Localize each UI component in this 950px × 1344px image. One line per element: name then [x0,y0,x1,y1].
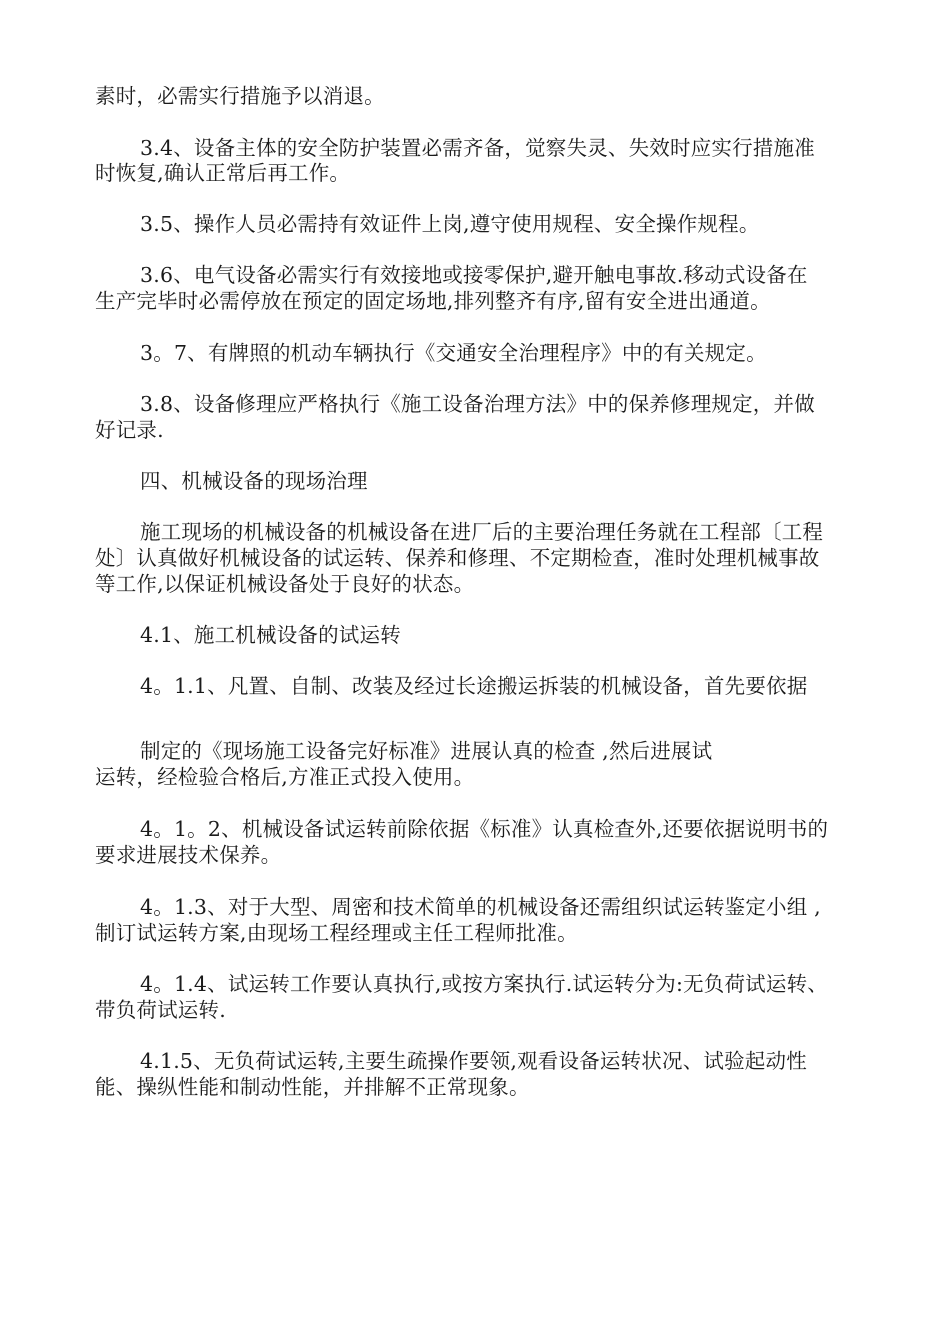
text-line: 能、操纵性能和制动性能，并排解不正常现象。 [95,1075,530,1099]
text-line: 要求进展技术保养。 [95,843,282,867]
text-line: 素时，必需实行措施予以消退。 [95,84,385,108]
text-line: 处〕认真做好机械设备的试运转、保养和修理、不定期检查，准时处理机械事故 [95,546,820,570]
text-line: 3.5、操作人员必需持有效证件上岗,遵守使用规程、安全操作规程。 [140,212,760,236]
text-line: 4。1。2、机械设备试运转前除依据《标准》认真检查外,还要依据说明书的 [140,817,829,841]
text-line: 施工现场的机械设备的机械设备在进厂后的主要治理任务就在工程部〔工程 [140,520,824,544]
text-line: 3。7、有牌照的机动车辆执行《交通安全治理程序》中的有关规定。 [140,341,767,365]
text-line: 等工作,以保证机械设备处于良好的状态。 [95,572,475,596]
text-line: 4。1.3、对于大型、周密和技术简单的机械设备还需组织试运转鉴定小组 , [140,895,821,919]
text-line: 3.8、设备修理应严格执行《施工设备治理方法》中的保养修理规定，并做 [140,392,815,416]
text-line: 制定的《现场施工设备完好标准》进展认真的检查 ,然后进展试 [140,739,713,763]
text-line: 运转，经检验合格后,方准正式投入使用。 [95,765,475,789]
text-line: 制订试运转方案,由现场工程经理或主任工程师批准。 [95,921,578,945]
text-line: 4。1.4、试运转工作要认真执行,或按方案执行.试运转分为:无负荷试运转、 [140,972,828,996]
text-line: 4.1.5、无负荷试运转,主要生疏操作要领,观看设备运转状况、试验起动性 [140,1049,807,1073]
text-line: 3.6、电气设备必需实行有效接地或接零保护,避开触电事故.移动式设备在 [140,263,808,287]
text-line: 时恢复,确认正常后再工作。 [95,161,351,185]
text-line: 4。1.1、凡置、自制、改装及经过长途搬运拆装的机械设备，首先要依据 [140,674,808,698]
subsection-heading: 4.1、施工机械设备的试运转 [140,623,401,647]
text-line: 好记录. [95,418,164,442]
text-line: 带负荷试运转. [95,998,226,1022]
text-line: 生产完毕时必需停放在预定的固定场地,排列整齐有序,留有安全进出通道。 [95,289,771,313]
section-heading: 四、机械设备的现场治理 [140,469,368,493]
text-line: 3.4、设备主体的安全防护装置必需齐备，觉察失灵、失效时应实行措施准 [140,136,815,160]
